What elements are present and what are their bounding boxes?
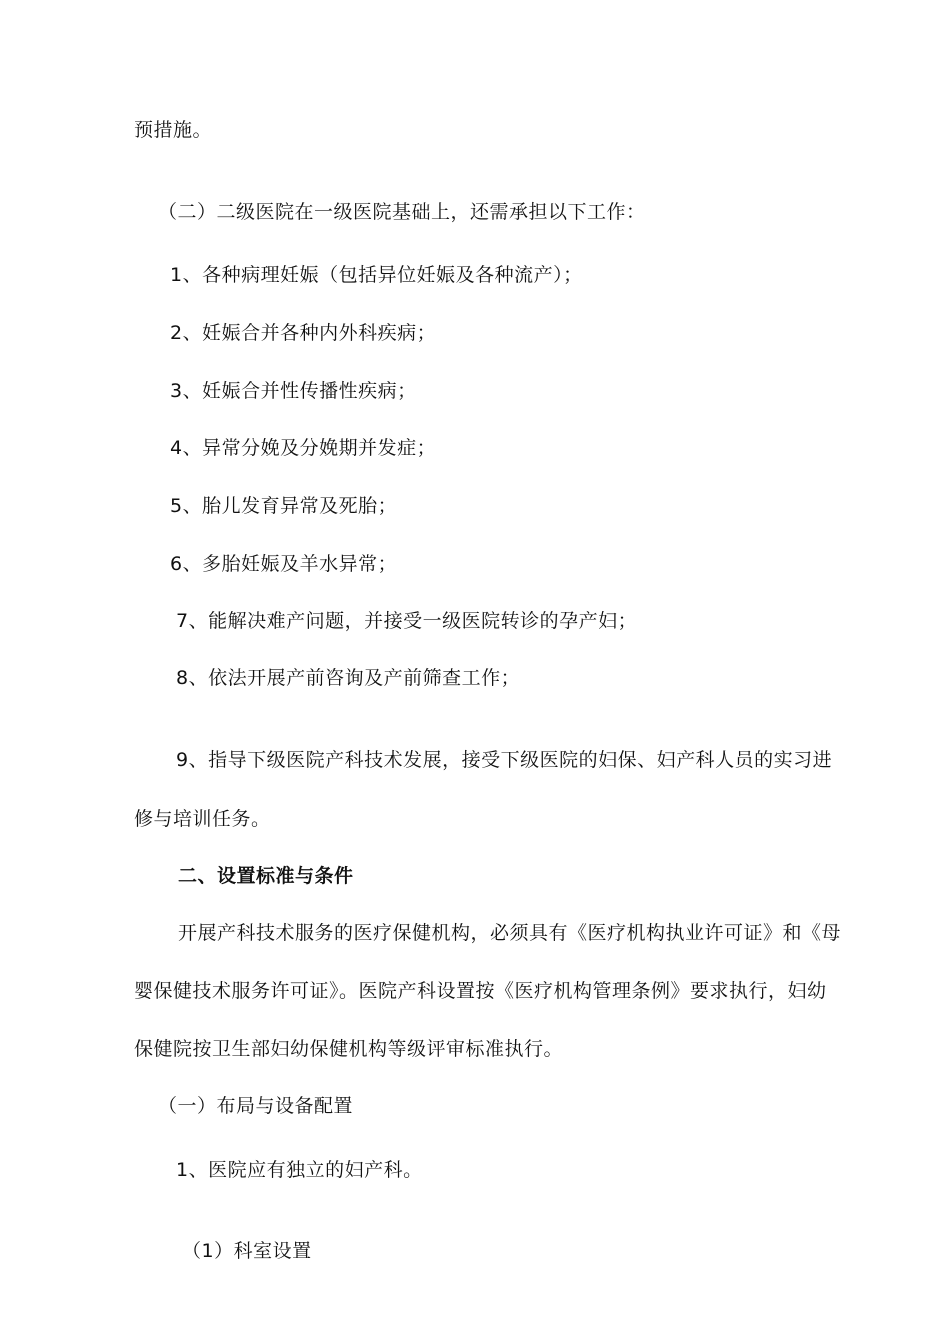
section-heading: （二）二级医院在一级医院基础上，还需承担以下工作： (158, 201, 646, 223)
section-heading: （一）布局与设备配置 (158, 1095, 354, 1117)
paragraph-line: 保健院按卫生部妇幼保健机构等级评审标准执行。 (134, 1038, 564, 1060)
list-item: 1、医院应有独立的妇产科。 (176, 1159, 423, 1181)
paragraph-line: 开展产科技术服务的医疗保健机构，必须具有《医疗机构执业许可证》和《母 (178, 922, 842, 944)
list-item: 8、依法开展产前咨询及产前筛查工作； (176, 667, 521, 689)
list-item: 1、各种病理妊娠（包括异位妊娠及各种流产）； (170, 264, 583, 286)
paragraph-line: 婴保健技术服务许可证》。医院产科设置按《医疗机构管理条例》要求执行，妇幼 (134, 980, 827, 1002)
list-item: 5、胎儿发育异常及死胎； (170, 495, 398, 517)
list-item: 2、妊娠合并各种内外科疾病； (170, 322, 437, 344)
list-item: 4、异常分娩及分娩期并发症； (170, 437, 437, 459)
subsection-heading: （1）科室设置 (182, 1240, 312, 1262)
list-item: 7、能解决难产问题，并接受一级医院转诊的孕产妇； (176, 610, 638, 632)
section-title: 二、设置标准与条件 (178, 865, 354, 887)
text-line: 修与培训任务。 (134, 808, 271, 830)
list-item: 9、指导下级医院产科技术发展，接受下级医院的妇保、妇产科人员的实习进 (176, 749, 833, 771)
list-item: 3、妊娠合并性传播性疾病； (170, 380, 417, 402)
list-item: 6、多胎妊娠及羊水异常； (170, 553, 398, 575)
text-line: 预措施。 (134, 119, 213, 141)
